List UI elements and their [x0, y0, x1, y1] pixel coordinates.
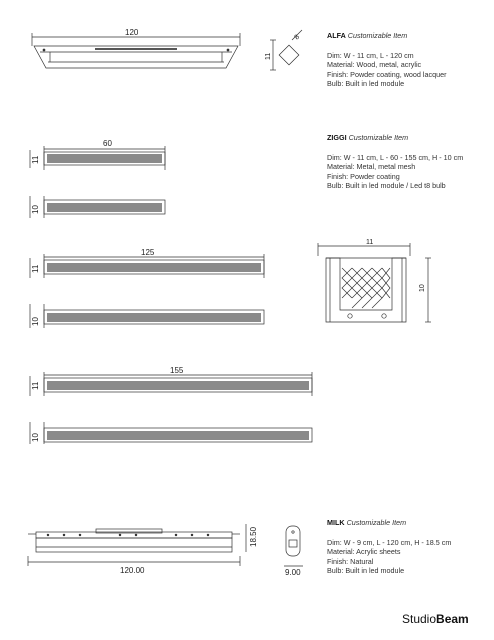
alfa-spec-bulb: Bulb: Built in led module [327, 79, 405, 89]
alfa-name: ALFA [327, 31, 346, 40]
milk-dim-width: 9.00 [285, 568, 301, 577]
ziggi-name: ZIGGI [327, 133, 347, 142]
ziggi-spec-bulb: Bulb: Built in led module / Led t8 bulb [327, 181, 446, 191]
ziggi-spec-dim: Dim: W - 11 cm, L - 60 - 155 cm, H - 10 cm [327, 152, 464, 162]
ziggi-155-height-11: 11 [31, 381, 40, 390]
ziggi-dim-125: 125 [141, 248, 155, 257]
milk-dim-length: 120.00 [120, 566, 145, 575]
milk-dim-height: 18.50 [249, 526, 258, 547]
milk-spec-finish: Finish: Natural [327, 556, 374, 566]
brand-beam: Beam [436, 612, 469, 626]
ziggi-subtitle: Customizable Item [348, 133, 409, 142]
ziggi-60-height-11: 11 [31, 155, 40, 164]
milk-spec-dim: Dim: W - 9 cm, L - 120 cm, H - 18.5 cm [327, 537, 452, 547]
milk-side-view [284, 526, 303, 566]
ziggi-155-top [30, 372, 312, 396]
ziggi-60-bottom [30, 196, 165, 218]
milk-spec-block [327, 518, 451, 576]
ziggi-section-width: 11 [366, 239, 374, 246]
ziggi-125-height-10: 10 [31, 317, 40, 326]
alfa-dim-side-height: 11 [265, 52, 272, 60]
brand-logo [402, 612, 469, 626]
milk-front-view [28, 524, 246, 566]
ziggi-155-bottom [30, 422, 312, 444]
alfa-dim-side-width: 8 [293, 33, 302, 42]
alfa-subtitle: Customizable Item [347, 31, 408, 40]
ziggi-125-height-11: 11 [31, 264, 40, 273]
ziggi-125-top [30, 254, 264, 278]
alfa-front-view [32, 33, 240, 68]
ziggi-dim-155: 155 [170, 366, 184, 375]
milk-spec-material: Material: Acrylic sheets [327, 547, 401, 557]
ziggi-dim-60: 60 [103, 139, 112, 148]
alfa-dim-length: 120 [125, 28, 139, 37]
milk-spec-bulb: Bulb: Built in led module [327, 566, 405, 576]
ziggi-125-bottom [30, 304, 264, 328]
ziggi-spec-block [327, 133, 463, 191]
ziggi-title [327, 133, 463, 143]
brand-studio: Studio [402, 612, 437, 626]
ziggi-section-height: 10 [419, 284, 426, 292]
milk-name: MILK [327, 518, 345, 527]
ziggi-spec-finish: Finish: Powder coating [327, 171, 400, 181]
alfa-title [327, 31, 446, 41]
milk-subtitle: Customizable Item [346, 518, 407, 527]
ziggi-spec-material: Material: Metal, metal mesh [327, 162, 416, 172]
alfa-spec-block [327, 31, 446, 89]
milk-title [327, 518, 451, 528]
alfa-spec-material: Material: Wood, metal, acrylic [327, 60, 422, 70]
alfa-spec-finish: Finish: Powder coating, wood lacquer [327, 69, 447, 79]
alfa-spec-dim: Dim: W - 11 cm, L - 120 cm [327, 50, 414, 60]
ziggi-section-view [318, 243, 431, 322]
ziggi-60-height-10: 10 [31, 205, 40, 214]
ziggi-60-top [30, 146, 165, 170]
ziggi-155-height-10: 10 [31, 433, 40, 442]
